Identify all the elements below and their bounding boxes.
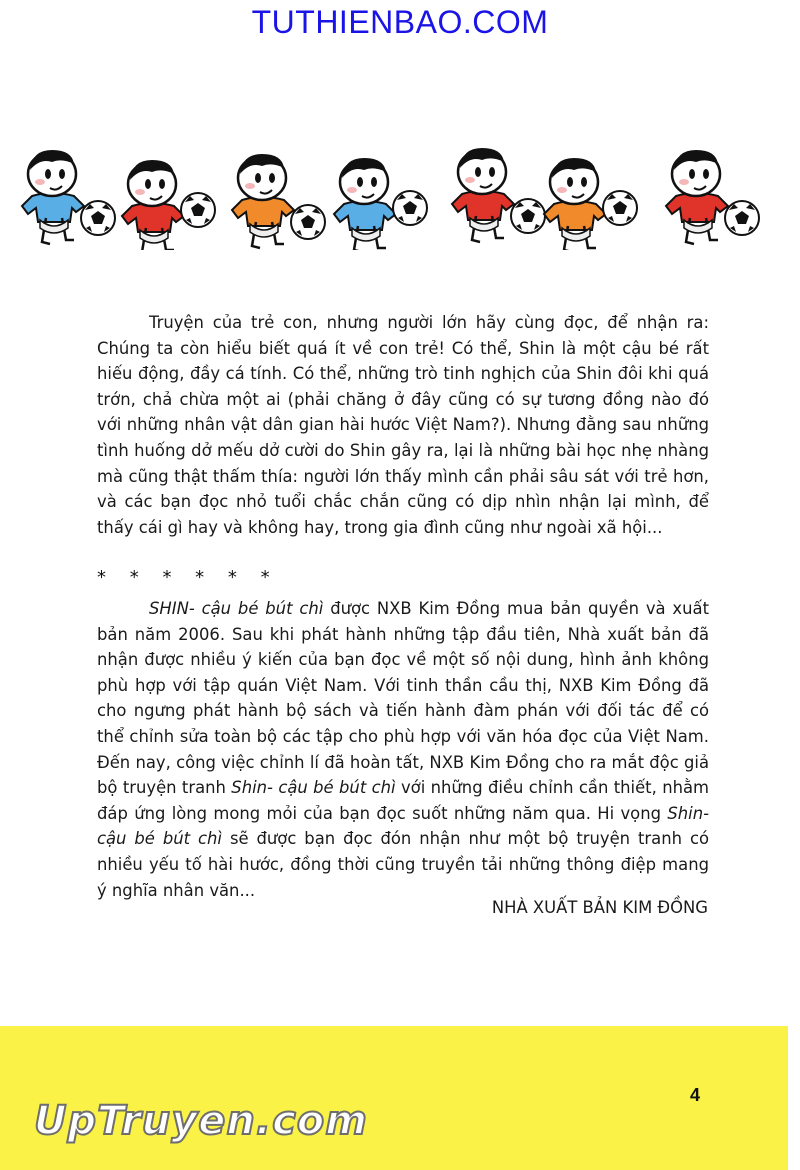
soccer-ball-icon [81,201,115,235]
soccer-ball-icon [291,205,325,239]
kid-figure [544,158,637,250]
publisher-note-paragraph [97,596,709,903]
publisher-note-text: được NXB Kim Đồng mua bản quyền và xuất bản năm 2006. Sau khi phát hành những tập đầu tiên, Nhà xuất bản đã nhận được nhiều ý kiến của bạn đọc về một số nội dung, hình ảnh không phù hợp với tập quán Việt Nam. Với tinh thần cầu thị, NXB Kim Đồng đã cho ngưng phát hành bộ sách và tiến hành đàm phán với đối tác để có thể chỉnh sửa toàn bộ các tập cho phù hợp với văn hóa đọc của Việt Nam. Đến nay, công việc chỉnh lí đã hoàn tất, NXB Kim Đồng cho ra mắt độc giả bộ truyện tranh [97,599,709,798]
publisher-signature: NHÀ XUẤT BẢN KIM ĐỒNG [491,898,708,917]
soccer-ball-icon [181,193,215,227]
watermark-logo: UpTruyen.com [34,1098,368,1144]
intro-paragraph-text: Truyện của trẻ con, nhưng người lớn hãy cùng đọc, để nhận ra: Chúng ta còn hiểu biết quá ít về con trẻ! Có thể, Shin là một cậu bé rất hiếu động, đầy cá tính. Có thể, những trò tinh nghịch của Shin đôi khi quá trớn, chả chừa một ai (phải chăng ở đây cũng có sự tương đồng nào đó với những nhân vật dân gian hài hước Việt Nam?). Nhưng đằng sau những tình huống dở mếu dở cười do Shin gây ra, lại là những bài học nhẹ nhàng mà cũng thật thấm thía: người lớn thấy mình cần phải sâu sát với trẻ hơn, và các bạn đọc nhỏ tuổi chắc chắn cũng có dịp nhìn nhận lại mình, để thấy cái gì hay và không hay, trong gia đình cũng như ngoài xã hội... [97,313,709,537]
soccer-ball-icon [603,191,637,225]
intro-paragraph [97,310,709,540]
decorative-banner [0,130,800,250]
soccer-ball-icon [725,201,759,235]
publisher-note-text: sẽ được bạn đọc đón nhận như một bộ truyện tranh có nhiều yếu tố hài hước, đồng thời cũng truyền tải những thông điệp mang ý nghĩa nhân văn... [97,829,709,900]
kid-figure [452,148,545,242]
soccer-ball-icon [393,191,427,225]
section-separator: * * * * * * [97,567,279,588]
kid-figure [666,150,759,244]
book-title: Shin- cậu bé bút chì [97,803,709,849]
kid-figure [334,158,427,250]
kid-figure [232,154,325,248]
site-title: TUTHIENBAO.COM [251,4,549,40]
publisher-note-text: với những điều chỉnh cần thiết, nhằm đáp ứng lòng mong mỏi của bạn đọc suốt những năm qua. Hi vọng [97,778,709,823]
kids-soccer-illustration [0,130,800,250]
kid-figure [22,150,115,244]
book-title: Shin- cậu bé bút chì [231,778,396,798]
soccer-ball-icon [511,199,545,233]
book-title: SHIN- cậu bé bút chì [149,599,324,618]
page-number: 4 [690,1085,701,1105]
kid-figure [122,160,215,250]
